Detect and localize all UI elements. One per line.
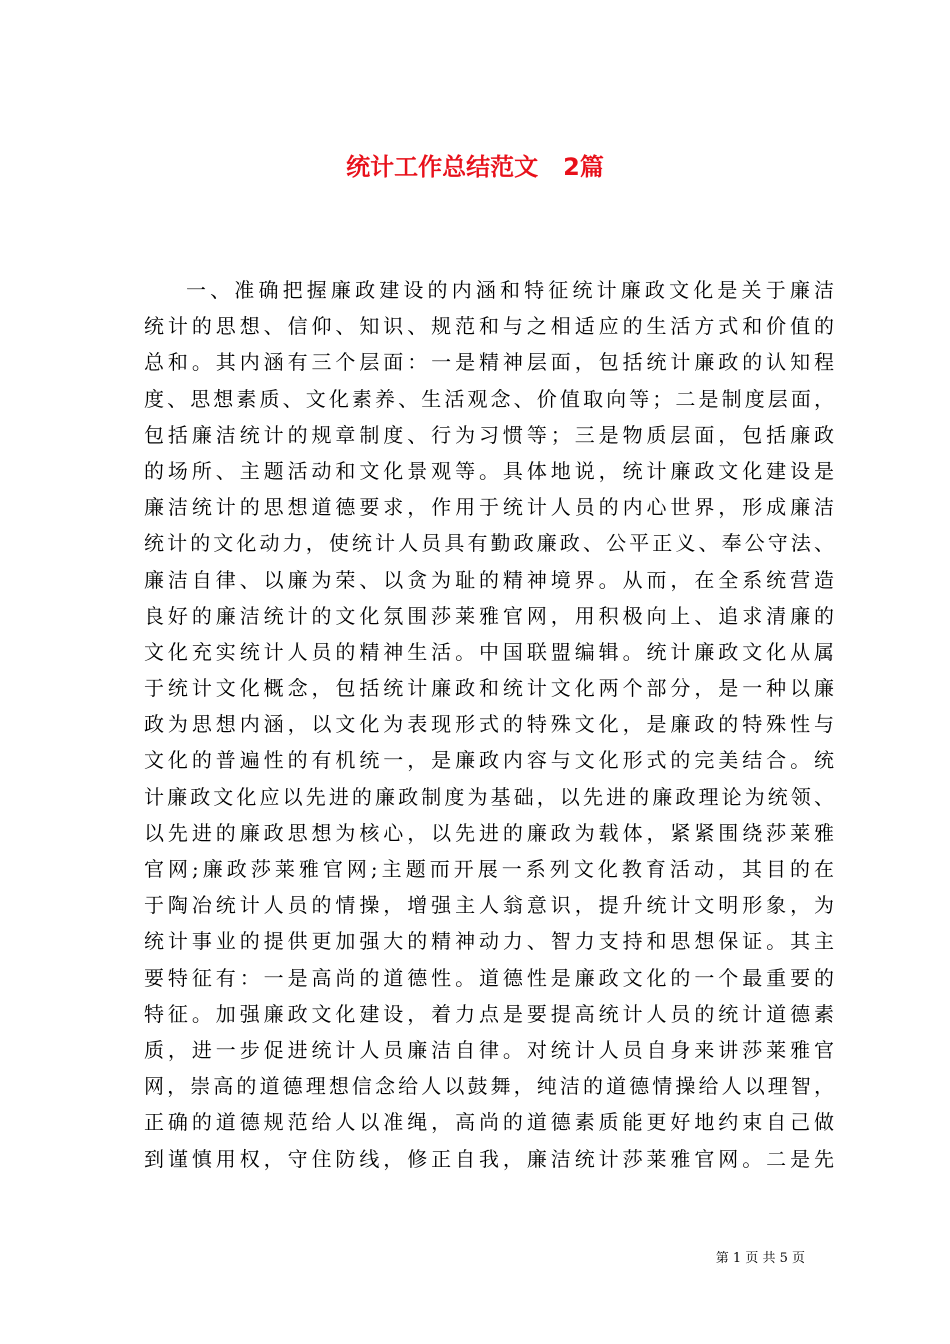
paragraph-line: 质，进一步促进统计人员廉洁自律。对统计人员自身来讲莎莱雅官 bbox=[144, 1037, 834, 1062]
paragraph-line: 特征。加强廉政文化建设，着力点是要提高统计人员的统计道德素 bbox=[144, 1001, 834, 1026]
paragraph-line: 官网;廉政莎莱雅官网;主题而开展一系列文化教育活动，其目的在 bbox=[144, 857, 834, 881]
paragraph-line: 以先进的廉政思想为核心，以先进的廉政为载体，紧紧围绕莎莱雅 bbox=[144, 820, 834, 845]
document-title: 统计工作总结范文 2篇 bbox=[346, 153, 604, 182]
paragraph-line: 网，崇高的道德理想信念给人以鼓舞，纯洁的道德情操给人以理智， bbox=[144, 1074, 834, 1099]
paragraph-line: 政为思想内涵，以文化为表现形式的特殊文化，是廉政的特殊性与 bbox=[144, 712, 834, 737]
paragraph-line: 文化的普遍性的有机统一，是廉政内容与文化形式的完美结合。统 bbox=[144, 748, 834, 773]
paragraph-line: 正确的道德规范给人以准绳，高尚的道德素质能更好地约束自己做 bbox=[144, 1110, 834, 1135]
paragraph-line: 统计的思想、信仰、知识、规范和与之相适应的生活方式和价值的 bbox=[144, 314, 834, 339]
paragraph-line: 的场所、主题活动和文化景观等。具体地说，统计廉政文化建设是 bbox=[144, 458, 834, 483]
paragraph-line: 一、准确把握廉政建设的内涵和特征统计廉政文化是关于廉洁 bbox=[186, 278, 834, 302]
paragraph-line: 包括廉洁统计的规章制度、行为习惯等；三是物质层面，包括廉政 bbox=[144, 422, 834, 447]
paragraph-line: 到谨慎用权，守住防线，修正自我，廉洁统计莎莱雅官网。二是先 bbox=[144, 1146, 834, 1171]
paragraph-line: 廉洁自律、以廉为荣、以贪为耻的精神境界。从而，在全系统营造 bbox=[144, 567, 834, 592]
paragraph-line: 计廉政文化应以先进的廉政制度为基础，以先进的廉政理论为统领、 bbox=[144, 784, 834, 809]
paragraph-line: 统计的文化动力，使统计人员具有勤政廉政、公平正义、奉公守法、 bbox=[144, 531, 834, 556]
paragraph-line: 于统计文化概念，包括统计廉政和统计文化两个部分，是一种以廉 bbox=[144, 676, 834, 701]
paragraph-line: 文化充实统计人员的精神生活。中国联盟编辑。统计廉政文化从属 bbox=[144, 639, 834, 664]
page-number-footer: 第 1 页 共 5 页 bbox=[715, 1251, 805, 1266]
paragraph-line: 良好的廉洁统计的文化氛围莎莱雅官网，用积极向上、追求清廉的 bbox=[144, 603, 834, 628]
body-paragraph bbox=[144, 272, 834, 1177]
paragraph-line: 于陶冶统计人员的情操，增强主人翁意识，提升统计文明形象，为 bbox=[144, 893, 834, 918]
paragraph-line: 度、思想素质、文化素养、生活观念、价值取向等；二是制度层面， bbox=[144, 386, 834, 411]
paragraph-line: 总和。其内涵有三个层面：一是精神层面，包括统计廉政的认知程 bbox=[144, 350, 834, 375]
paragraph-line: 统计事业的提供更加强大的精神动力、智力支持和思想保证。其主 bbox=[144, 929, 834, 954]
paragraph-line: 要特征有：一是高尚的道德性。道德性是廉政文化的一个最重要的 bbox=[144, 965, 834, 990]
paragraph-line: 廉洁统计的思想道德要求，作用于统计人员的内心世界，形成廉洁 bbox=[144, 495, 834, 520]
